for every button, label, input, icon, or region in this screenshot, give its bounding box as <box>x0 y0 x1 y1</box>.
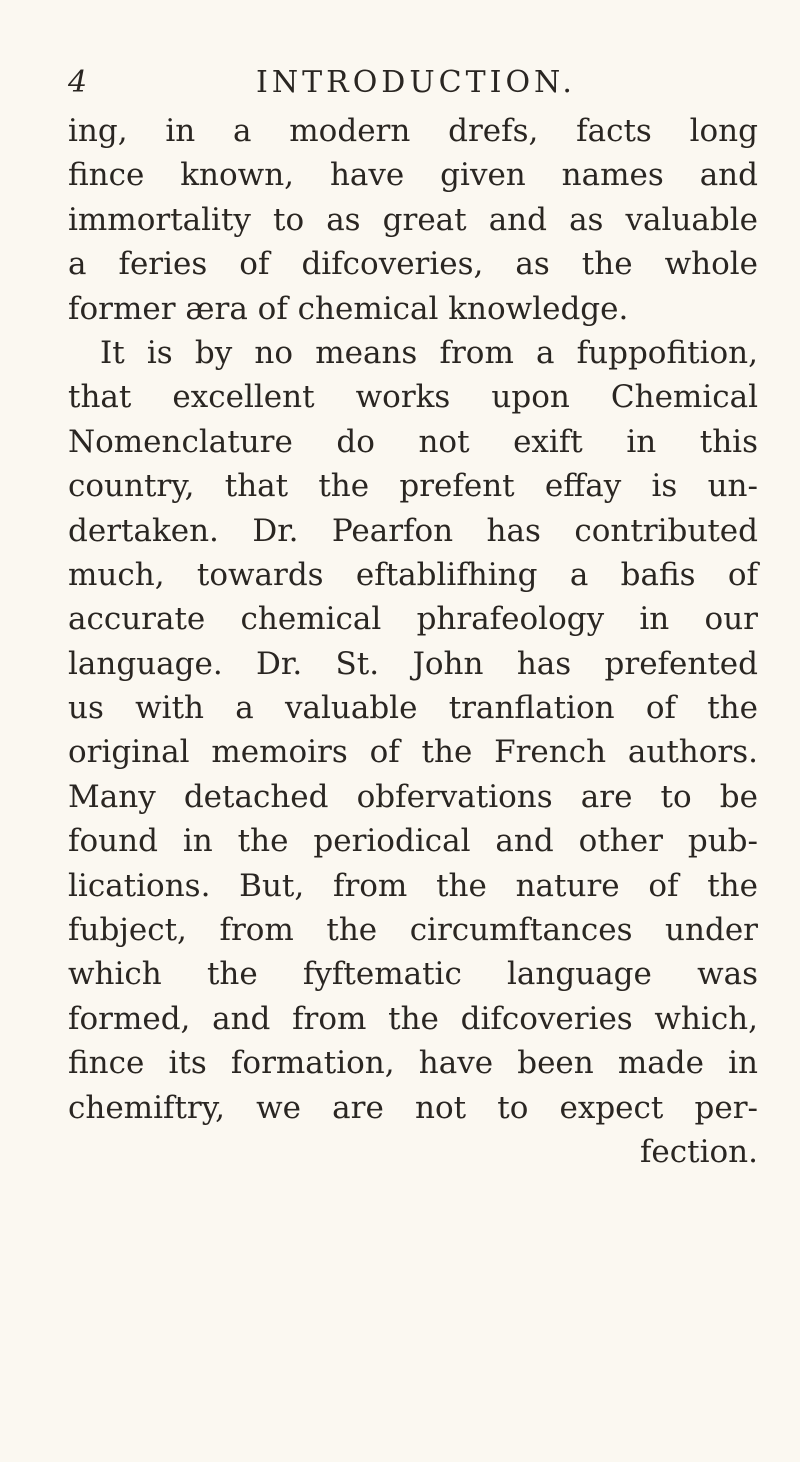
text-line: chemiftry, we are not to expect per- <box>68 1089 758 1126</box>
text-line: Many detached obfervations are to be <box>68 778 758 815</box>
text-line: fince its formation, have been made in <box>68 1045 758 1082</box>
text-line: which the fyftematic language was <box>68 956 758 993</box>
text-line: original memoirs of the French authors. <box>68 734 758 771</box>
text-line: immortality to as great and as valuable <box>68 201 758 238</box>
text-line: dertaken. Dr. Pearfon has contributed <box>68 512 758 549</box>
text-line: a feries of difcoveries, as the whole <box>68 246 758 283</box>
text-line: found in the periodical and other pub- <box>68 823 758 860</box>
text-line: much, towards eftablifhing a bafis of <box>68 556 758 593</box>
text-line: that excellent works upon Chemical <box>68 379 758 416</box>
text-line: formed, and from the difcoveries which, <box>68 1000 758 1037</box>
running-header <box>68 58 758 108</box>
text-line: fection. <box>639 1133 758 1170</box>
text-line: us with a valuable tranflation of the <box>68 690 758 727</box>
text-line: fubject, from the circumftances under <box>68 912 758 949</box>
text-line: accurate chemical phrafeology in our <box>68 601 758 638</box>
page-number: 4 <box>68 65 88 100</box>
text-line: Nomenclature do not exift in this <box>68 423 758 460</box>
text-line: language. Dr. St. John has prefented <box>68 645 758 682</box>
text-line: lications. But, from the nature of the <box>68 867 758 904</box>
text-line: It is by no means from a fuppofition, <box>100 334 758 371</box>
text-line: fince known, have given names and <box>68 157 758 194</box>
text-line: ing, in a modern drefs, facts long <box>68 113 758 149</box>
body-text <box>68 109 758 1174</box>
text-line: country, that the prefent effay is un- <box>68 468 758 505</box>
text-line: former æra of chemical knowledge. <box>68 290 629 327</box>
running-head: INTRODUCTION. <box>256 65 576 100</box>
